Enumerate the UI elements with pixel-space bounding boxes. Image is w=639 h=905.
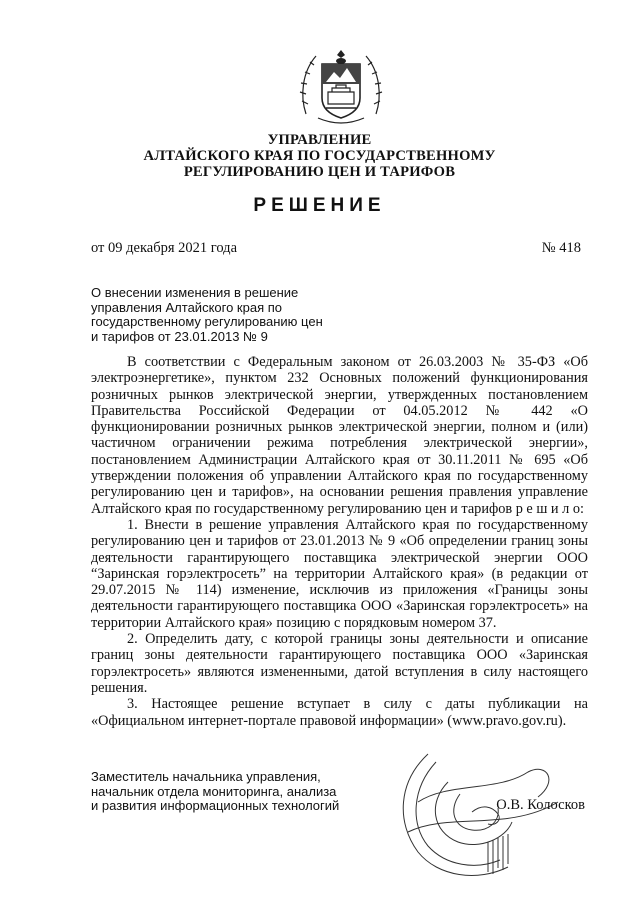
authority-header bbox=[0, 132, 639, 180]
subject-line-2: управления Алтайского края по bbox=[91, 299, 283, 315]
header-line-2: АЛТАЙСКОГО КРАЯ ПО ГОСУДАРСТВЕННОМУ bbox=[143, 148, 496, 164]
signatory-line-3: и развития информационных технологий bbox=[91, 798, 340, 814]
signatory-position bbox=[91, 770, 381, 814]
signatory-line-2: начальник отдела мониторинга, анализа bbox=[91, 783, 337, 799]
document-number: № 418 bbox=[541, 240, 581, 256]
header-line-1: УПРАВЛЕНИЕ bbox=[267, 132, 372, 148]
clause-2: 2. Определить дату, с которой границы зоны деятельности и описание границ зоны деятельности гарантирующего поставщика ООО «Заринская горэлектросеть» являются измененными, датой вступления в силу настоящего решения. bbox=[91, 631, 588, 696]
clause-1: 1. Внести в решение управления Алтайского края по государственному регулированию цен и тарифов от 23.01.2013 № 9 «Об определении границ зоны деятельности гарантирующего поставщика электрической энергии ООО “Заринская горэлектросеть” на территории Алтайского края» (в редакции от 29.07.2015 № 114) изменение, исключив из приложения «Границы зоны деятельности гарантирующего поставщика ООО «Заринская горэлектросеть» на территории Алтайского края» позицию с порядковым номером 37. bbox=[91, 516, 588, 631]
document-body bbox=[91, 354, 588, 729]
signatory-name: О.В. Колосков bbox=[496, 797, 585, 813]
subject-line-1: О внесении изменения в решение bbox=[91, 285, 299, 300]
document-subject bbox=[91, 286, 329, 344]
clause-3: 3. Настоящее решение вступает в силу с даты публикации на «Официальном интернет-портале правовой информации» (www.pravo.gov.ru). bbox=[91, 696, 588, 729]
subject-line-3: государственному регулированию цен bbox=[91, 314, 323, 330]
signatory-line-1: Заместитель начальника управления, bbox=[91, 769, 321, 784]
header-line-3: РЕГУЛИРОВАНИЮ ЦЕН И ТАРИФОВ bbox=[183, 164, 456, 180]
handwritten-signature-icon bbox=[388, 742, 568, 892]
preamble-paragraph: В соответствии с Федеральным законом от 26.03.2003 № 35-ФЗ «Об электроэнергетике», пунктом 232 Основных положений функционирования розничных рынков электрической энергии, утвержденных постановлением Правительства Российской Федерации от 04.05.2012 № 442 «О функционировании розничных рынков электрической энергии, полном и (или) частичном ограничении режима потребления электрической энергии», постановлением Администрации Алтайского края от 30.11.2011 № 695 «Об утверждении положения об управлении Алтайского края по государственному регулированию цен и тарифов», на основании решения правления управление Алтайского края по государственному регулированию цен и тарифов р е ш и л о: bbox=[91, 354, 588, 517]
document-date: от 09 декабря 2021 года bbox=[91, 240, 237, 256]
document-title: РЕШЕНИЕ bbox=[253, 195, 386, 216]
coat-of-arms-icon bbox=[298, 44, 384, 130]
subject-line-4: и тарифов от 23.01.2013 № 9 bbox=[91, 328, 268, 344]
